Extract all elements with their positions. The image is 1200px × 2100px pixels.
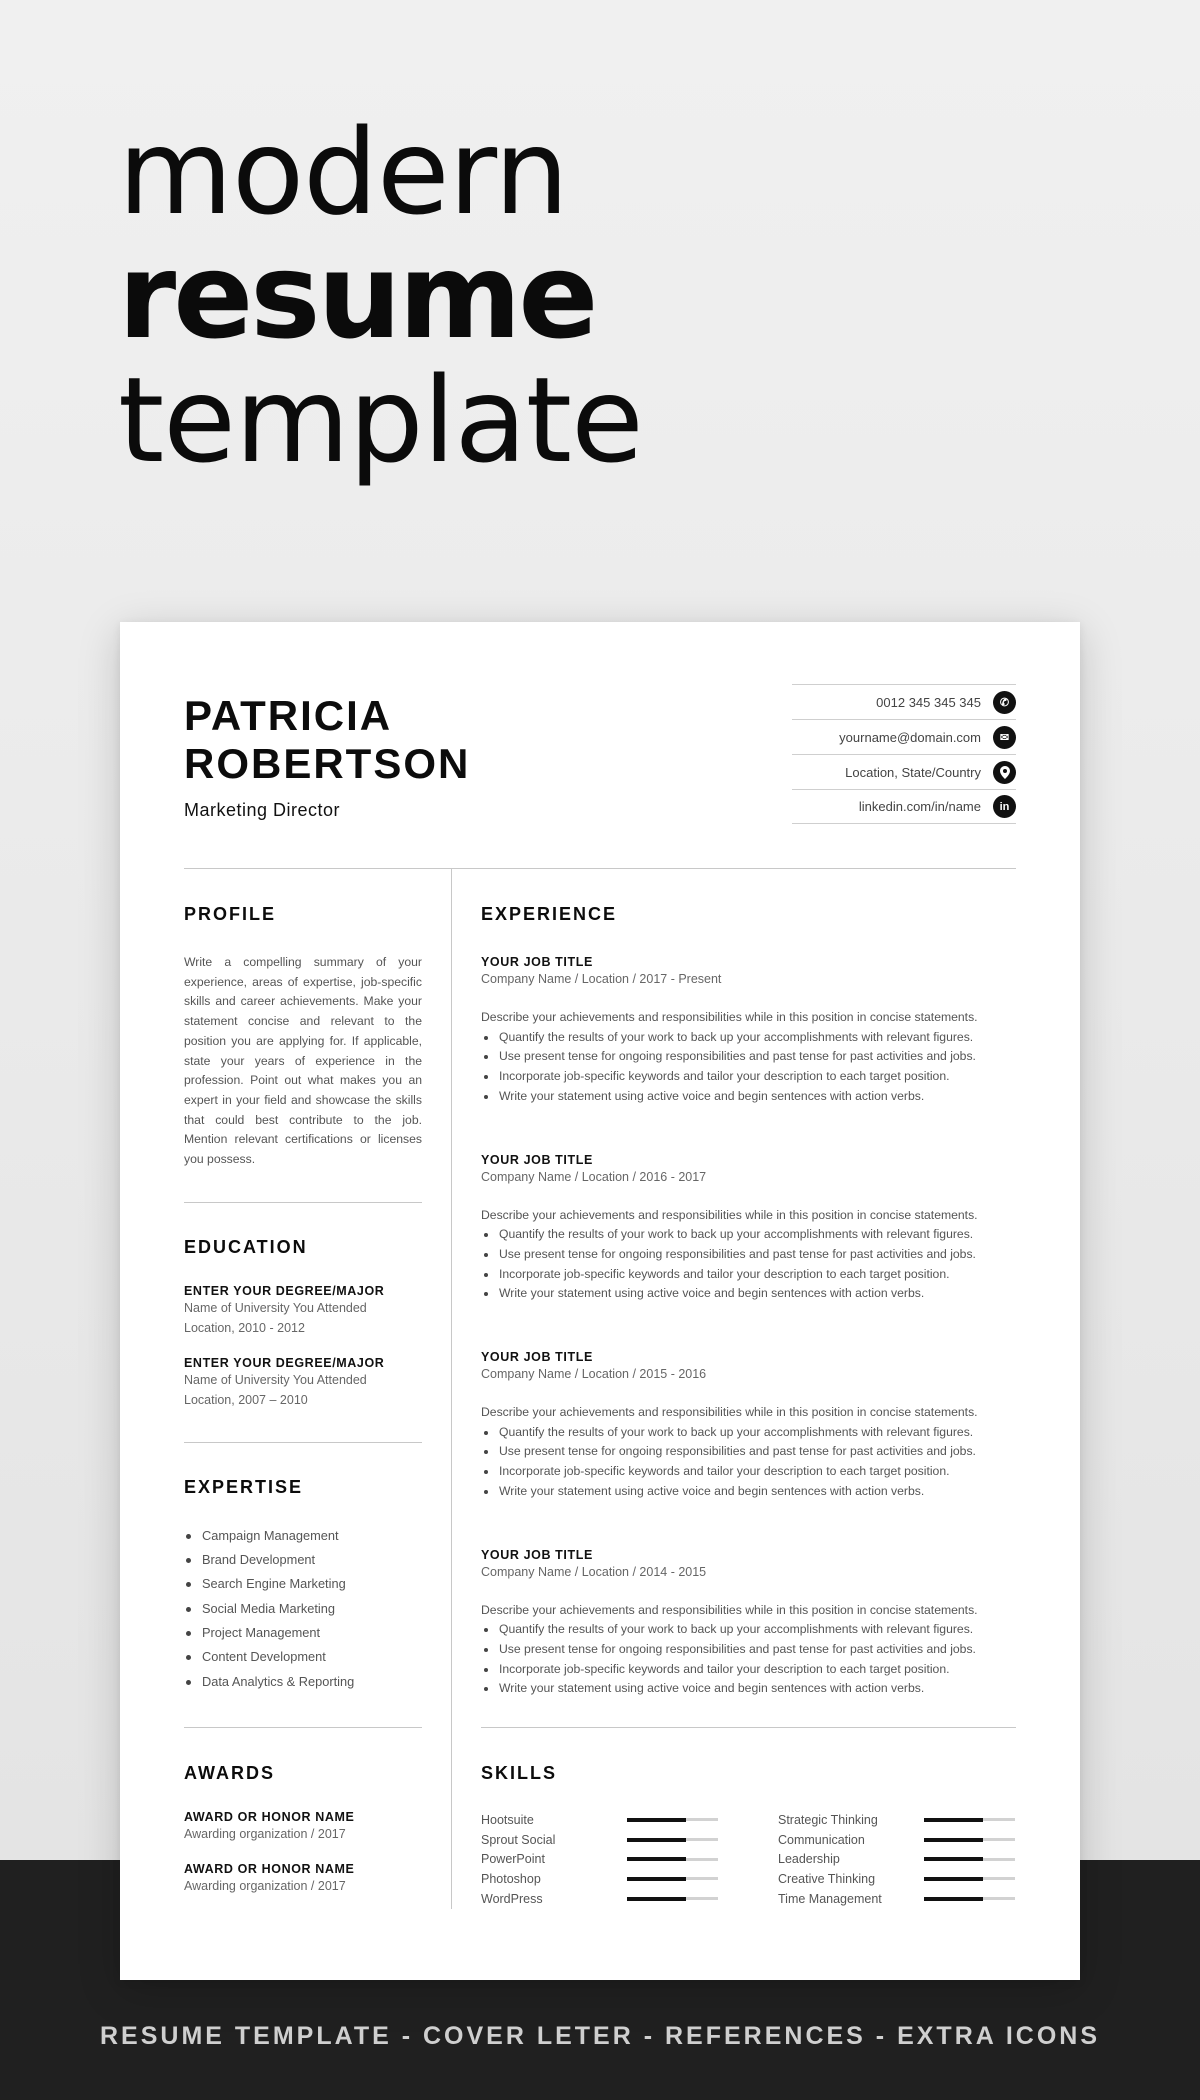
left-column (184, 904, 422, 1694)
contact-email (792, 719, 1016, 754)
job-title: YOUR JOB TITLE (481, 955, 593, 969)
skill-row (778, 1889, 1015, 1909)
skill-name: WordPress (481, 1891, 543, 1906)
job-bullets (481, 1028, 1016, 1107)
job-bullet: Use present tense for ongoing responsibilities and past tense for past activities and jobs. (481, 1442, 1016, 1462)
skill-row (481, 1830, 718, 1850)
resume-sheet (120, 622, 1080, 1980)
job-bullet: Quantify the results of your work to back up your accomplishments with relevant figures. (481, 1423, 1016, 1443)
job-entry (481, 1350, 1016, 1502)
candidate-first-name: PATRICIA (184, 692, 393, 739)
location-pin-icon (993, 761, 1016, 784)
job-bullets (481, 1225, 1016, 1304)
skill-name: Strategic Thinking (778, 1812, 878, 1827)
education-degree: ENTER YOUR DEGREE/MAJOR (184, 1283, 385, 1298)
skill-bar-fill (924, 1818, 983, 1822)
skill-bar (627, 1858, 718, 1861)
candidate-role: Marketing Director (184, 800, 341, 820)
contact-email-text: yourname@domain.com (839, 729, 981, 745)
job-bullet: Incorporate job-specific keywords and tailor your description to each target position. (481, 1067, 1016, 1087)
job-title: YOUR JOB TITLE (481, 1152, 593, 1167)
education-item (184, 1284, 422, 1338)
expertise-list (184, 1524, 422, 1694)
hero-line-resume: resume (118, 227, 596, 365)
skill-row (481, 1810, 718, 1830)
job-bullets (481, 1620, 1016, 1699)
job-bullet: Quantify the results of your work to back up your accomplishments with relevant figures. (481, 1620, 1016, 1640)
job-bullets (481, 1423, 1016, 1502)
skill-name: Creative Thinking (778, 1871, 876, 1886)
footer-tagline: RESUME TEMPLATE - COVER LETER - REFERENCES - EXTRA ICONS (100, 2022, 1100, 2050)
expertise-title: EXPERTISE (184, 1476, 304, 1497)
hero-heading (118, 103, 643, 489)
candidate-last-name: ROBERTSON (184, 740, 471, 787)
contact-location (792, 754, 1016, 789)
job-description: Describe your achievements and responsibilities while in this position in concise statements. (481, 1405, 978, 1420)
job-title: YOUR JOB TITLE (481, 1350, 593, 1365)
hero-line-modern: modern (118, 103, 568, 241)
job-company: Company Name / Location / 2015 - 2016 (481, 1367, 707, 1382)
contact-linkedin-text: linkedin.com/in/name (858, 799, 981, 814)
skills-divider (481, 1727, 1016, 1728)
job-bullet: Write your statement using active voice and begin sentences with action verbs. (481, 1284, 1016, 1304)
profile-text: Write a compelling summary of your experience, areas of expertise, job-specific skills and career achievements. Make your statement concise and relevant to the position you are applying for. If applicable, state your years of experience in the profession. Point out what makes you an expert in your field and showcase the skills that could best contribute to the job. Mention relevant certifications or licenses you possess. (184, 955, 422, 1167)
location-pin-shape (1000, 766, 1010, 779)
skill-bar (627, 1818, 718, 1821)
job-description: Describe your achievements and responsibilities while in this position in concise statements. (481, 1602, 978, 1617)
skill-bar (627, 1897, 718, 1900)
award-organization: Awarding organization / 2017 (184, 1879, 346, 1893)
job-bullet: Use present tense for ongoing responsibilities and past tense for past activities and jobs. (481, 1047, 1016, 1067)
education-school: Name of University You Attended (184, 1300, 367, 1315)
skill-name: PowerPoint (481, 1852, 545, 1867)
column-divider (451, 869, 452, 1909)
job-bullet: Write your statement using active voice and begin sentences with action verbs. (481, 1679, 1016, 1699)
job-description: Describe your achievements and responsibilities while in this position in concise statements. (481, 1010, 978, 1024)
skill-bar-fill (627, 1877, 686, 1881)
skill-bar (924, 1858, 1015, 1861)
education-dates: Location, 2010 - 2012 (184, 1320, 305, 1335)
profile-title: PROFILE (184, 904, 277, 924)
skill-bar (627, 1877, 718, 1880)
job-entry (481, 955, 1016, 1107)
skill-row (778, 1869, 1015, 1889)
hero-line-template: template (118, 351, 643, 489)
skill-bar (627, 1838, 718, 1841)
award-item (184, 1810, 422, 1844)
contact-location-text: Location, State/Country (845, 764, 981, 780)
education-item (184, 1356, 422, 1410)
contact-linkedin (792, 789, 1016, 824)
awards-title: AWARDS (184, 1763, 276, 1783)
linkedin-icon: in (993, 795, 1016, 818)
skill-bar-fill (924, 1838, 983, 1842)
skill-row (778, 1849, 1015, 1869)
skill-row (481, 1869, 718, 1889)
expertise-item: Brand Development (184, 1548, 422, 1572)
award-item (184, 1862, 422, 1896)
skills-grid (481, 1810, 1016, 1908)
section-divider (184, 1202, 422, 1203)
skill-name: Leadership (778, 1852, 840, 1867)
education-degree: ENTER YOUR DEGREE/MAJOR (184, 1355, 385, 1370)
expertise-item: Social Media Marketing (184, 1597, 422, 1621)
skill-bar-fill (627, 1857, 686, 1861)
expertise-item: Campaign Management (184, 1524, 422, 1548)
expertise-item: Content Development (184, 1645, 422, 1669)
skill-name: Time Management (778, 1891, 882, 1906)
skill-bar-fill (627, 1838, 686, 1842)
job-company: Company Name / Location / 2014 - 2015 (481, 1564, 707, 1579)
education-dates: Location, 2007 – 2010 (184, 1392, 308, 1407)
job-bullet: Write your statement using active voice and begin sentences with action verbs. (481, 1482, 1016, 1502)
skill-name: Hootsuite (481, 1812, 534, 1827)
award-name: AWARD OR HONOR NAME (184, 1810, 355, 1824)
contact-list (792, 684, 1016, 824)
job-bullet: Incorporate job-specific keywords and tailor your description to each target position. (481, 1660, 1016, 1680)
job-title: YOUR JOB TITLE (481, 1547, 593, 1562)
section-divider (184, 1442, 422, 1443)
header-divider (184, 868, 1016, 869)
skills-column (481, 1810, 718, 1908)
skill-name: Sprout Social (481, 1832, 556, 1847)
award-name: AWARD OR HONOR NAME (184, 1862, 355, 1876)
skill-bar (924, 1818, 1015, 1821)
profile-section (184, 904, 422, 1170)
skill-name: Communication (778, 1832, 865, 1847)
email-icon: ✉ (993, 726, 1016, 749)
job-bullet: Incorporate job-specific keywords and tailor your description to each target position. (481, 1462, 1016, 1482)
skill-bar (924, 1838, 1015, 1841)
skill-row (778, 1830, 1015, 1850)
expertise-item: Search Engine Marketing (184, 1572, 422, 1596)
award-organization: Awarding organization / 2017 (184, 1827, 346, 1841)
contact-phone (792, 684, 1016, 719)
awards-divider (184, 1727, 422, 1728)
job-company: Company Name / Location / 2016 - 2017 (481, 1169, 707, 1184)
awards-section (184, 1763, 422, 1896)
skills-title: SKILLS (481, 1763, 558, 1783)
job-bullet: Write your statement using active voice and begin sentences with action verbs. (481, 1087, 1016, 1107)
skill-row (778, 1810, 1015, 1830)
education-school: Name of University You Attended (184, 1372, 367, 1387)
job-description: Describe your achievements and responsibilities while in this position in concise statements. (481, 1207, 978, 1222)
job-bullet: Incorporate job-specific keywords and tailor your description to each target position. (481, 1265, 1016, 1285)
skill-bar-fill (627, 1897, 686, 1901)
job-company: Company Name / Location / 2017 - Present (481, 972, 722, 986)
skills-section (481, 1763, 1016, 1908)
candidate-name (184, 692, 470, 788)
right-column (481, 904, 1016, 1699)
contact-phone-text: 0012 345 345 345 (876, 694, 981, 710)
skill-row (481, 1889, 718, 1909)
skill-bar-fill (924, 1877, 983, 1881)
expertise-item: Data Analytics & Reporting (184, 1670, 422, 1694)
skill-bar-fill (924, 1857, 983, 1861)
skills-column (778, 1810, 1015, 1908)
expertise-section (184, 1477, 422, 1694)
education-section (184, 1237, 422, 1410)
skill-row (481, 1849, 718, 1869)
skill-bar-fill (924, 1897, 983, 1901)
education-title: EDUCATION (184, 1236, 308, 1257)
expertise-item: Project Management (184, 1621, 422, 1645)
skill-name: Photoshop (481, 1871, 541, 1886)
job-entry (481, 1153, 1016, 1305)
job-entry (481, 1548, 1016, 1700)
phone-icon: ✆ (993, 691, 1016, 714)
skill-bar (924, 1897, 1015, 1900)
skill-bar-fill (627, 1818, 686, 1822)
skill-bar (924, 1877, 1015, 1880)
job-bullet: Quantify the results of your work to back up your accomplishments with relevant figures. (481, 1028, 1016, 1048)
job-bullet: Use present tense for ongoing responsibilities and past tense for past activities and jobs. (481, 1640, 1016, 1660)
job-bullet: Quantify the results of your work to back up your accomplishments with relevant figures. (481, 1225, 1016, 1245)
job-bullet: Use present tense for ongoing responsibilities and past tense for past activities and jobs. (481, 1245, 1016, 1265)
experience-title: EXPERIENCE (481, 904, 618, 924)
